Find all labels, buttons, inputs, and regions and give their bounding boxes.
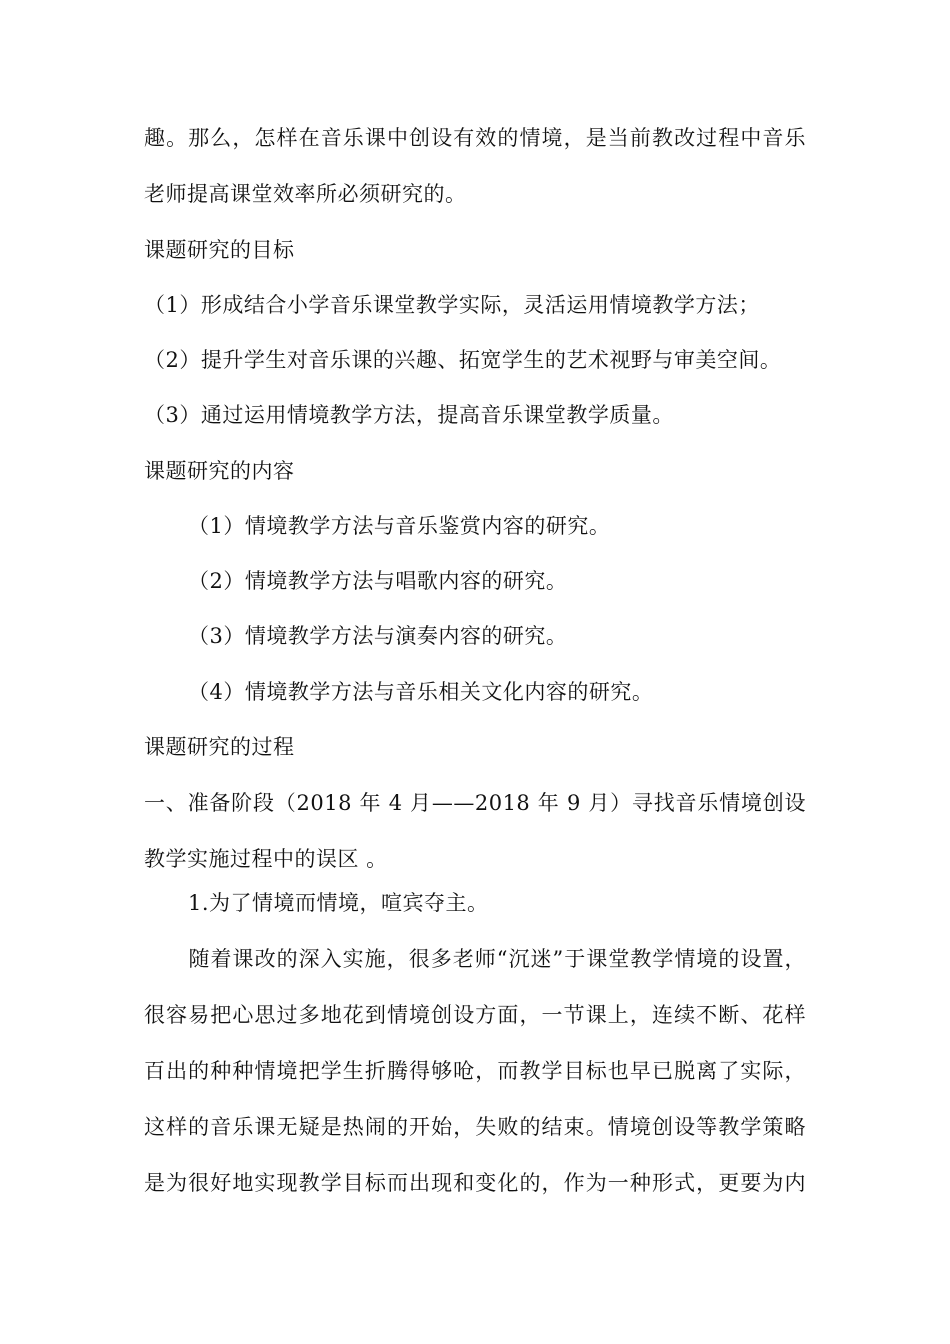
stage-heading-line: 一、准备阶段（2018 年 4 月——2018 年 9 月）寻找音乐情境创设 <box>144 791 806 815</box>
paragraph-line-text: 随着课改的深入实施，很多老师“沉迷”于课堂教学情境的设置， <box>188 947 806 971</box>
content-item-4: （4）情境教学方法与音乐相关文化内容的研究。 <box>188 680 654 704</box>
goal-item-2: （2）提升学生对音乐课的兴趣、拓宽学生的艺术视野与审美空间。 <box>144 348 782 372</box>
paragraph-line: 百出的种种情境把学生折腾得够呛，而教学目标也早已脱离了实际， <box>144 1059 806 1083</box>
section-heading-process: 课题研究的过程 <box>144 735 295 759</box>
paragraph-line: 这样的音乐课无疑是热闹的开始，失败的结束。情境创设等教学策略 <box>144 1115 806 1139</box>
content-item-3: （3）情境教学方法与演奏内容的研究。 <box>188 624 568 648</box>
section-heading-goals: 课题研究的目标 <box>144 238 295 262</box>
paragraph-line <box>144 945 806 973</box>
content-item-2: （2）情境教学方法与唱歌内容的研究。 <box>188 569 568 593</box>
section-heading-content: 课题研究的内容 <box>144 459 295 483</box>
goal-item-1: （1）形成结合小学音乐课堂教学实际，灵活运用情境教学方法； <box>144 293 760 317</box>
content-item-1: （1）情境教学方法与音乐鉴赏内容的研究。 <box>188 514 611 538</box>
paragraph-line: 是为很好地实现教学目标而出现和变化的，作为一种形式，更要为内 <box>144 1171 806 1195</box>
paragraph-line: 趣。那么，怎样在音乐课中创设有效的情境，是当前教改过程中音乐 <box>144 126 806 150</box>
goal-item-3: （3）通过运用情境教学方法，提高音乐课堂教学质量。 <box>144 403 674 427</box>
paragraph-line: 老师提高课堂效率所必须研究的。 <box>144 182 467 206</box>
subheading-item-1: 1.为了情境而情境，喧宾夺主。 <box>188 891 489 915</box>
stage-heading-line: 教学实施过程中的误区 。 <box>144 847 388 871</box>
paragraph-line: 很容易把心思过多地花到情境创设方面，一节课上，连续不断、花样 <box>144 1003 806 1027</box>
